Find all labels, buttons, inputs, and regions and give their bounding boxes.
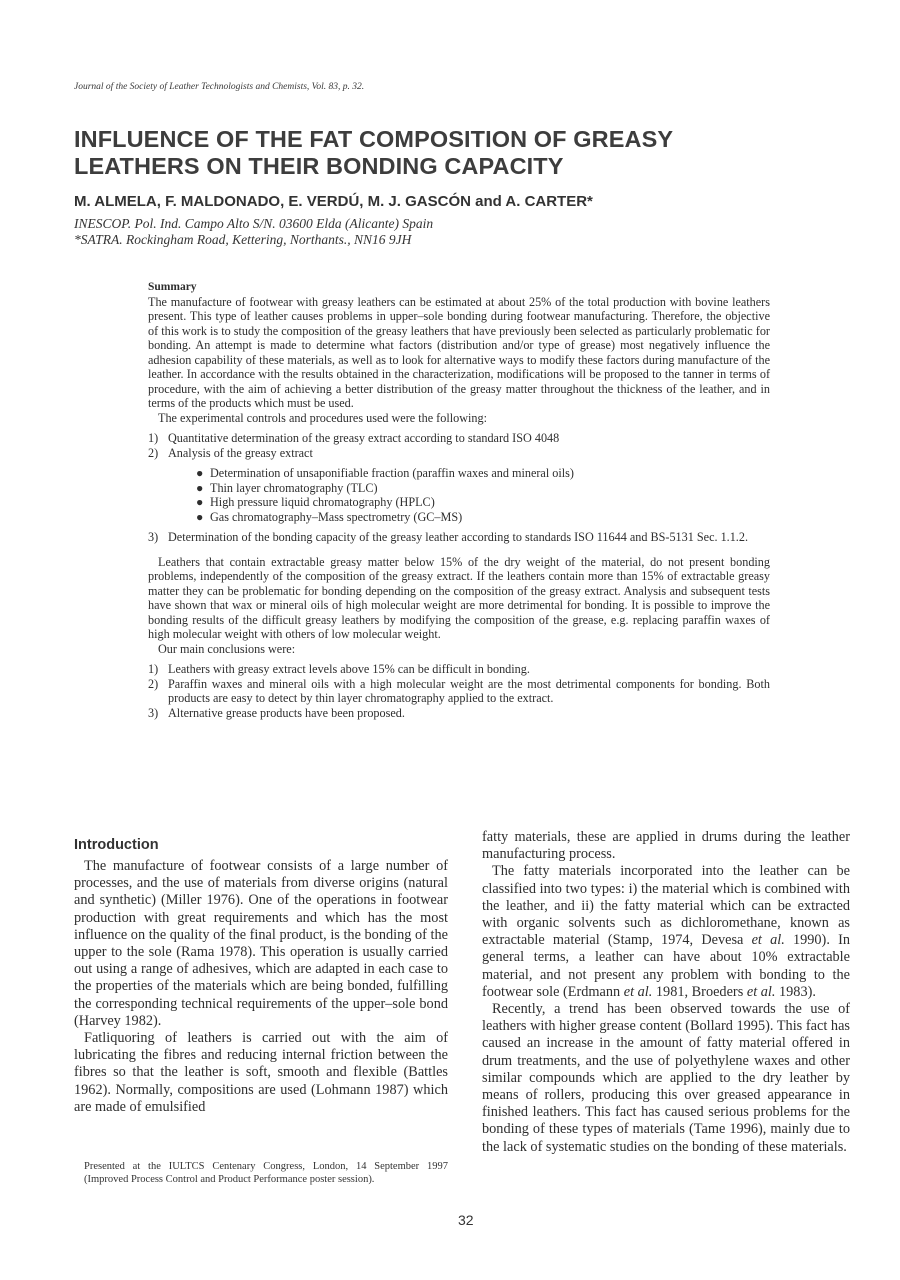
bullet-text: Thin layer chromatography (TLC) [210, 480, 378, 495]
right-column [482, 829, 850, 1156]
italic-run: et al. [746, 983, 776, 1000]
item-text: Alternative grease products have been proposed. [168, 705, 405, 720]
item-number: 1) [148, 662, 159, 676]
bullet-item [196, 481, 770, 496]
bullet-icon: ● [196, 495, 204, 509]
italic-run: et al. [751, 932, 785, 949]
summary-section [148, 280, 770, 720]
summary-paragraph: Leathers that contain extractable greasy matter below 15% of the dry weight of the material, do not present bonding problems, independently of the composition of the greasy extract. If the leathers contain more than 15% of extractable greasy matter they can be problematic for bonding depending on the composition of the greasy extract. Analysis and subsequent tests have shown that wax or mineral oils of high molecular weight are more detrimental for bonding. It is possible to improve the bonding results of the difficult greasy leathers by modifying the composition of the grease, e.g. replacing paraffin waxes of high molecular weight with others of low molecular weight. [148, 554, 770, 641]
bullet-icon: ● [196, 480, 204, 495]
title-line-1: INFLUENCE OF THE FAT COMPOSITION OF GREASY [74, 126, 674, 152]
text-run: The fatty materials incorporated into the leather can be classified into two types: i) the material which is combined with the leather, and ii) the fatty material which can be extracted with organic solvents such as dichloromethane, known as extractable material (Stamp, 1974, Devesa [482, 863, 850, 949]
summary-heading: Summary [148, 281, 197, 293]
conclusions-list [148, 662, 770, 720]
italic-run: et al. [623, 983, 653, 1000]
body-paragraph [482, 863, 850, 1001]
body-paragraph: The manufacture of footwear consists of a large number of processes, and the use of materials from diverse origins (natural and synthetic) (Miller 1976). One of the operations in footwear production with great requirements and which has the most influence on the quality of the final product, is the bonding of the upper to the sole (Rama 1978). This operation is usually carried out using a range of adhesives, which are adapted in each case to the properties of the materials which are being bonded, fulfilling the corresponding technical requirements of the upper–sole bond (Harvey 1982). [74, 858, 448, 1029]
bullet-item [196, 495, 770, 510]
title-line-2: LEATHERS ON THEIR BONDING CAPACITY [74, 153, 564, 179]
analysis-bullet-list [168, 466, 770, 524]
summary-paragraph: The manufacture of footwear with greasy leathers can be estimated at about 25% of the total production with bovine leathers present. This type of leather causes problems in upper–sole bonding during footwear manufacturing. Therefore, the objective of this work is to study the composition of the greasy leathers that have previously been selected as particularly problematic for bonding. An attempt is made to determine what factors (distribution and/or type of grease) most negatively influence the adhesion capability of these materials, as well as to look for alternative ways to modify these factors during manufacture of the leather. In accordance with the results obtained in the characterization, modifications will be proposed to the tanner in terms of procedure, with the aim of achieving a better distribution of the greasy matter throughout the thickness of the leather, and in terms of the products which must be used. [148, 294, 770, 410]
page-number: 32 [458, 1212, 474, 1228]
bullet-item [196, 466, 770, 481]
text-run: 1983). [775, 983, 816, 1000]
body-paragraph: Recently, a trend has been observed towards the use of leathers with higher grease content (Bollard 1995). This fact has caused an increase in the amount of fatty material offered in drum treatments, and the use of polyethylene waxes and other similar compounds which are applied to the dry leather by means of rollers, producing this over greased appearance in finished leathers. This fact has caused serious problems for the bonding of these types of materials (Tame 1996), mainly due to the lack of systematic studies on the bonding of these materials. [482, 1001, 850, 1155]
bullet-icon: ● [196, 509, 204, 524]
affiliation-2: *SATRA. Rockingham Road, Kettering, Northants., NN16 9JH [74, 232, 412, 247]
journal-header: Journal of the Society of Leather Technologists and Chemists, Vol. 83, p. 32. [74, 82, 365, 92]
item-text: Leathers with greasy extract levels above 15% can be difficult in bonding. [168, 662, 530, 676]
procedure-item [148, 431, 770, 446]
item-number: 3) [148, 530, 159, 544]
bullet-text: Gas chromatography–Mass spectrometry (GC–MS) [210, 509, 463, 524]
bullet-item [196, 510, 770, 525]
affiliations [74, 216, 433, 248]
conclusion-item [148, 662, 770, 677]
body-paragraph: Fatliquoring of leathers is carried out with the aim of lubricating the fibres and reducing internal friction between the fibres so that the leather is soft, smooth and flexible (Battles 1962). Normally, compositions are used (Lohmann 1987) which are made of emulsified [74, 1030, 448, 1115]
item-number: 1) [148, 431, 159, 445]
procedure-item [148, 446, 770, 525]
bullet-text: Determination of unsaponifiable fraction (paraffin waxes and mineral oils) [210, 466, 574, 480]
conclusion-item [148, 677, 770, 706]
conclusion-item [148, 706, 770, 721]
bullet-text: High pressure liquid chromatography (HPLC) [210, 495, 435, 509]
text-run: 1990). In general terms, a leather can have about 10% extractable material, and not present any problem with bonding to the footwear sole (Erdmann [482, 932, 850, 1000]
article-title [74, 126, 794, 180]
item-text: Determination of the bonding capacity of the greasy leather according to standards ISO 11644 and BS-5131 Sec. 1.1.2. [168, 530, 748, 544]
summary-paragraph: The experimental controls and procedures used were the following: [158, 410, 487, 425]
procedures-list [148, 431, 770, 545]
bullet-icon: ● [196, 466, 204, 480]
item-text: Quantitative determination of the greasy extract according to standard ISO 4048 [168, 431, 560, 445]
affiliation-1: INESCOP. Pol. Ind. Campo Alto S/N. 03600 Elda (Alicante) Spain [74, 216, 434, 231]
left-column [74, 837, 448, 1116]
summary-paragraph: Our main conclusions were: [158, 641, 296, 656]
item-number: 2) [148, 676, 159, 691]
item-number: 3) [148, 705, 159, 720]
author-list: M. ALMELA, F. MALDONADO, E. VERDÚ, M. J. GASCÓN and A. CARTER* [74, 193, 593, 210]
procedure-item [148, 530, 770, 545]
text-run: 1981, Broeders [652, 983, 747, 1000]
item-text: Paraffin waxes and mineral oils with a high molecular weight are the most detrimental components for bonding. Both products are easy to detect by thin layer chromatography applied to the extract. [168, 676, 770, 705]
item-text: Analysis of the greasy extract [168, 445, 313, 460]
introduction-body-left [74, 858, 448, 1116]
introduction-heading: Introduction [74, 837, 159, 853]
footnote: Presented at the IULTCS Centenary Congress, London, 14 September 1997 (Improved Process Control and Product Performance poster session). [84, 1161, 448, 1185]
item-number: 2) [148, 445, 159, 460]
body-paragraph: fatty materials, these are applied in drums during the leather manufacturing process. [482, 829, 850, 863]
